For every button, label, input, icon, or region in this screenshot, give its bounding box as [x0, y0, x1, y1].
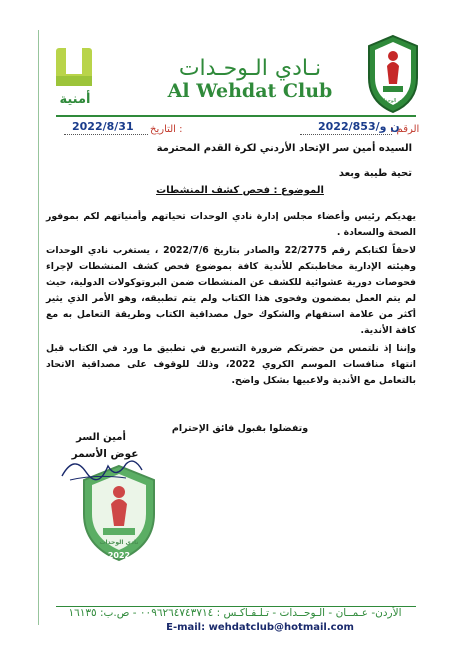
header-divider: [56, 115, 416, 117]
reference-label: الرقم :: [390, 124, 420, 135]
closing-line: وتفضلوا بقبول فائق الإحترام: [171, 423, 309, 434]
club-crest-icon: [363, 32, 423, 116]
reference-number: ن و/2022/853: [318, 120, 400, 133]
date-value: 2022/8/31: [72, 120, 134, 133]
paragraph-main: لاحقاً لكتابكم رقم 22/2775 والصادر بتاريخ 2022/7/6 ، يستغرب نادي الوحدات وهيئته الإدارية مخاطبتكم للأندية كافة بموضوع فحص كشف المنشطات لإجراء فحوصات دورية عشوائية للكشف عن المنشطات ضمن البروتوكولات الدولية، حيث لم يتم العمل بمضمون وفحوى هذا الكتاب ولم يتم تطبيقه، وهو الأمر الذي يثير أكثر من علامة استفهام والشكوك حول مصداقية الكتاب وطريقة التعامل به مع كافة الأندية.: [46, 245, 417, 336]
crest-caption: نادي الوحدات: [379, 98, 407, 104]
reference-dotted-line: [300, 134, 392, 135]
paragraph-intro: يهديكم رئيس وأعضاء مجلس إدارة نادي الوحدات تحياتهم وأمنياتهم لكم بموفور الصحة والسعادة .: [46, 211, 416, 238]
signer-name: عوض الأسمر: [71, 448, 139, 460]
date-dotted-line: [64, 134, 148, 135]
stamp-year: 2022: [107, 551, 131, 560]
club-name-arabic: نـادي الـوحـدات: [178, 56, 322, 81]
subject-line: الموضوع : فحص كشف المنشطات: [156, 185, 324, 196]
date-label: : التاريخ: [150, 124, 183, 135]
club-name-english: Al Wehdat Club: [167, 80, 333, 102]
paragraph-request: وإننا إذ نلتمس من حضرتكم ضرورة التسريع في تطبيق ما ورد في الكتاب قبل انتهاء منافسات الموسم الكروي 2022، وذلك للوقوف على مصداقية الاتحاد بالتعامل مع الأندية ولاعبيها بشكل واضح.: [46, 343, 416, 386]
recipient-line: السيده أمين سر الإتحاد الأردني لكرة القدم المحترمة: [156, 143, 412, 154]
footer-address: الأردن- عـمــان - الـوحــدات - تـلـفـاكـس : ٠٠٩٦٢٦٤٧٤٣٧١٤ - ص.ب: ١٦١٣٥: [68, 607, 402, 619]
handwritten-signature: [56, 446, 152, 486]
footer-email: E-mail: wehdatclub@hotmail.com: [166, 622, 354, 633]
letter-body: [46, 209, 416, 389]
signer-title: أمين السر: [76, 432, 126, 443]
greeting-line: تحية طيبة وبعد: [338, 168, 412, 179]
sponsor-name: أمنية: [59, 92, 91, 107]
stamp-caption: نادي الوحدات: [99, 539, 139, 546]
page-border-line: [38, 30, 39, 625]
